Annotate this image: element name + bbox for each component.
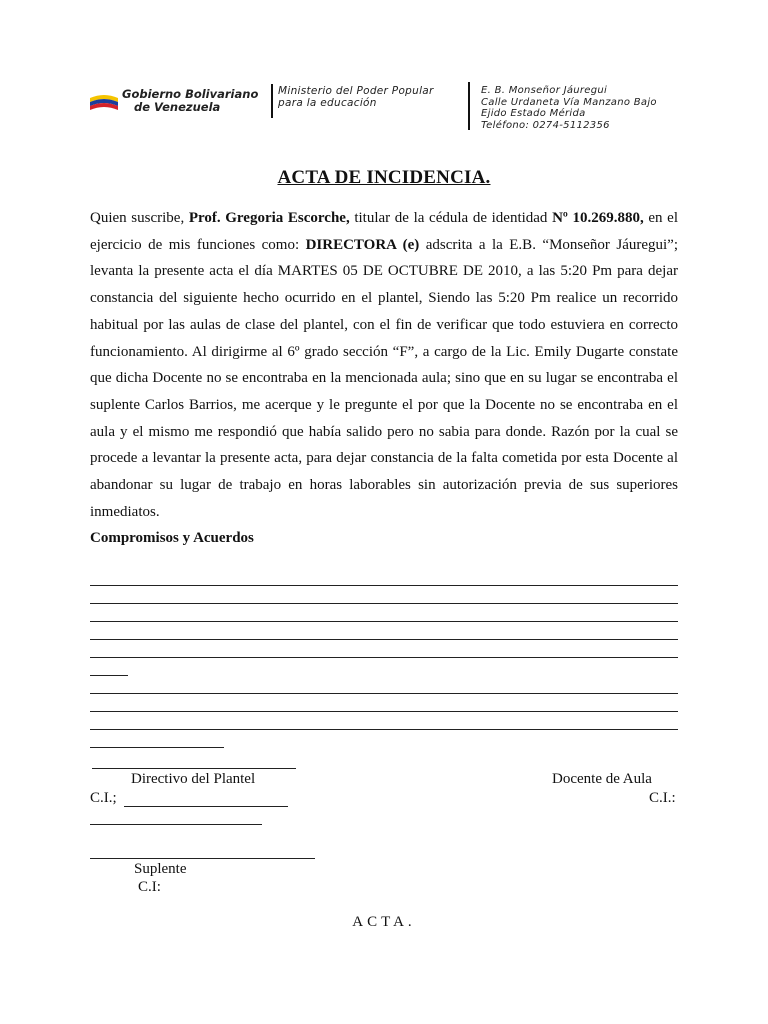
blank-line bbox=[90, 622, 678, 640]
paragraph-line: aula y el mismo me respondió que había salido pero no sabia para donde. Razón por la cual se bbox=[90, 423, 678, 440]
docente-label: Docente de Aula bbox=[552, 771, 652, 787]
docente-signature-line bbox=[90, 823, 262, 825]
ministry-line2: para la educación bbox=[278, 97, 377, 109]
docente-ci-label: C.I.: bbox=[649, 790, 676, 806]
paragraph-line: habitual por las aulas de clase del plantel, con el fin de verificar que todo estuviera en correcto bbox=[90, 316, 678, 333]
directivo-signature-line bbox=[92, 767, 296, 769]
paragraph-line: procede a levantar la presente acta, para dejar constancia de la falta cometida por esta Docente al bbox=[90, 450, 678, 467]
suplente-label: Suplente bbox=[134, 861, 187, 877]
blank-line bbox=[90, 586, 678, 604]
government-name-line1: Gobierno Bolivariano bbox=[122, 87, 259, 101]
paragraph-line: que dicha Docente no se encontraba en la mencionada aula; sino que en su lugar se encontraba el bbox=[90, 370, 678, 387]
paragraph-line: Quien suscribe, Prof. Gregoria Escorche, titular de la cédula de identidad Nº 10.269.880, en el bbox=[90, 210, 678, 226]
blank-line bbox=[90, 568, 678, 586]
document-title: ACTA DE INCIDENCIA. bbox=[277, 167, 491, 188]
school-info bbox=[481, 85, 657, 131]
government-name bbox=[122, 88, 258, 114]
government-logo bbox=[88, 82, 268, 122]
blank-line bbox=[90, 604, 678, 622]
blank-line bbox=[90, 640, 678, 658]
commitments-heading: Compromisos y Acuerdos bbox=[90, 530, 254, 546]
blank-line bbox=[90, 676, 678, 694]
directivo-ci-label: C.I.; bbox=[90, 790, 117, 806]
suplente-ci-label: C.I: bbox=[138, 879, 161, 895]
blank-line bbox=[90, 712, 678, 730]
paragraph-line: levanta la presente acta el día MARTES 05 DE OCTUBRE DE 2010, a las 5:20 Pm para dejar bbox=[90, 263, 678, 280]
school-name: E. B. Monseñor Jáuregui bbox=[481, 85, 608, 96]
incident-paragraph bbox=[90, 205, 678, 525]
school-address: Calle Urdaneta Vía Manzano Bajo bbox=[481, 96, 657, 108]
paragraph-line: abandonar su lugar de trabajo en horas laborables sin autorización previa de sus superiores bbox=[90, 477, 678, 494]
venezuela-flag-icon bbox=[88, 90, 120, 114]
header-divider bbox=[468, 82, 470, 130]
header-divider bbox=[271, 84, 273, 118]
paragraph-line: ejercicio de mis funciones como: DIRECTORA (e) adscrita a la E.B. “Monseñor Jáuregui”; bbox=[90, 236, 678, 253]
government-name-line2: de Venezuela bbox=[134, 100, 221, 114]
blank-line bbox=[90, 658, 128, 676]
letterhead bbox=[88, 78, 688, 134]
ministry-line1: Ministerio del Poder Popular bbox=[278, 85, 434, 97]
ministry-name bbox=[278, 85, 434, 109]
paragraph-line: funcionamiento. Al dirigirme al 6º grado sección “F”, a cargo de la Lic. Emily Dugarte constate bbox=[90, 343, 678, 360]
paragraph-line: constancia del siguiente hecho ocurrido en el plantel, Siendo las 5:20 Pm realice un recorrido bbox=[90, 290, 678, 307]
school-city: Ejido Estado Mérida bbox=[481, 108, 586, 119]
blank-line bbox=[90, 694, 678, 712]
commitments-blank-lines bbox=[90, 568, 678, 748]
suplente-signature-line bbox=[90, 857, 315, 859]
blank-line bbox=[90, 730, 224, 748]
directivo-ci-line bbox=[124, 805, 288, 807]
school-phone: Teléfono: 0274-5112356 bbox=[481, 119, 610, 131]
paragraph-line: inmediatos. bbox=[90, 503, 160, 520]
paragraph-line: suplente Carlos Barrios, me acerque y le pregunte el por que la Docente no se encontraba en el bbox=[90, 396, 678, 413]
footer-mark: ACTA. bbox=[352, 914, 416, 930]
directivo-label: Directivo del Plantel bbox=[131, 771, 256, 787]
